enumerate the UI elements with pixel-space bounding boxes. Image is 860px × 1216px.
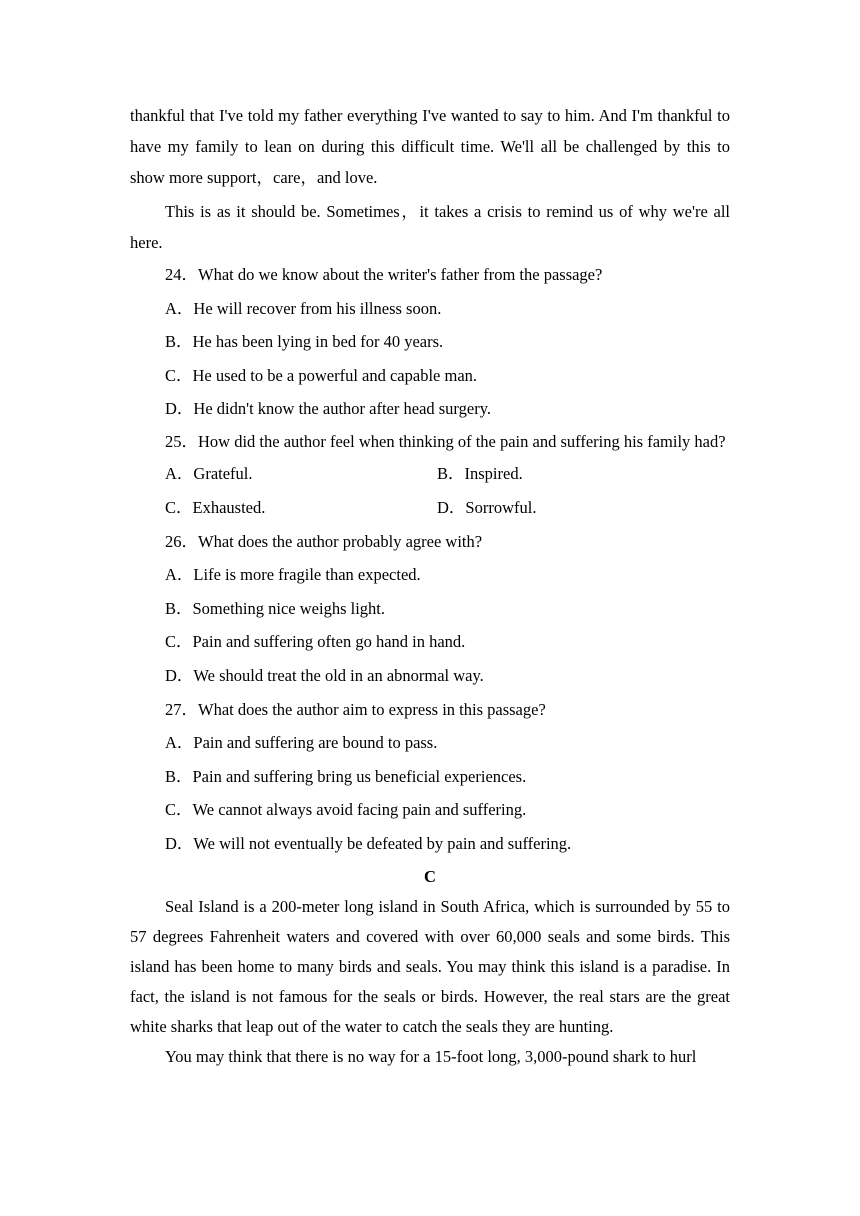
question-24	[130, 258, 730, 426]
options-row-1	[130, 457, 730, 491]
question-26	[130, 525, 730, 693]
question-27	[130, 693, 730, 861]
question-stem: 26．What does the author probably agree with?	[165, 531, 483, 551]
option-d: D．We will not eventually be defeated by pain and suffering.	[165, 834, 572, 853]
option-c: C．Exhausted.	[165, 498, 266, 518]
option-b: B．Pain and suffering bring us beneficial experiences.	[165, 766, 527, 786]
option-b: B．He has been lying in bed for 40 years.	[165, 332, 444, 352]
document-page	[130, 100, 730, 1072]
intro-paragraph-2: This is as it should be. Sometimes，it takes a crisis to remind us of why we're all here.	[130, 202, 730, 252]
option-a: A．He will recover from his illness soon.	[165, 298, 442, 318]
section-c-paragraph-1: Seal Island is a 200-meter long island in South Africa, which is surrounded by 55 to 57 degrees Fahrenheit waters and covered with over 60,000 seals and some birds. This island has been home to many birds and seals. You may think this island is a paradise. In fact, the island is not famous for the seals or birds. However, the real stars are the great white sharks that leap out of the water to catch the seals they are hunting.	[130, 896, 730, 1036]
option-a: A．Life is more fragile than expected.	[165, 565, 421, 585]
option-d: D．We should treat the old in an abnormal way.	[165, 666, 484, 686]
question-stem: 24．What do we know about the writer's father from the passage?	[165, 265, 603, 284]
option-d: D．Sorrowful.	[437, 498, 537, 518]
options-row-2	[130, 491, 730, 525]
option-a: A．Pain and suffering are bound to pass.	[165, 733, 438, 753]
intro-paragraph-1: thankful that I've told my father everything I've wanted to say to him. And I'm thankful to have my family to lean on during this difficult time. We'll all be challenged by this to show more support，care，and love.	[130, 106, 730, 187]
section-c-paragraph-2: You may think that there is no way for a 15-foot long, 3,000-pound shark to hurl	[165, 1046, 697, 1066]
question-25	[130, 426, 730, 525]
option-c: C．We cannot always avoid facing pain and suffering.	[165, 800, 527, 820]
option-a: A．Grateful.	[165, 464, 253, 484]
option-b: B．Something nice weighs light.	[165, 598, 385, 618]
section-title: C	[424, 866, 436, 886]
option-b: B．Inspired.	[437, 464, 523, 484]
option-c: C．He used to be a powerful and capable man.	[165, 365, 478, 385]
question-stem: 27．What does the author aim to express in this passage?	[165, 699, 546, 719]
question-stem: 25．How did the author feel when thinking of the pain and suffering his family had?	[165, 431, 726, 451]
option-c: C．Pain and suffering often go hand in hand.	[165, 632, 466, 652]
option-d: D．He didn't know the author after head surgery.	[165, 399, 492, 419]
